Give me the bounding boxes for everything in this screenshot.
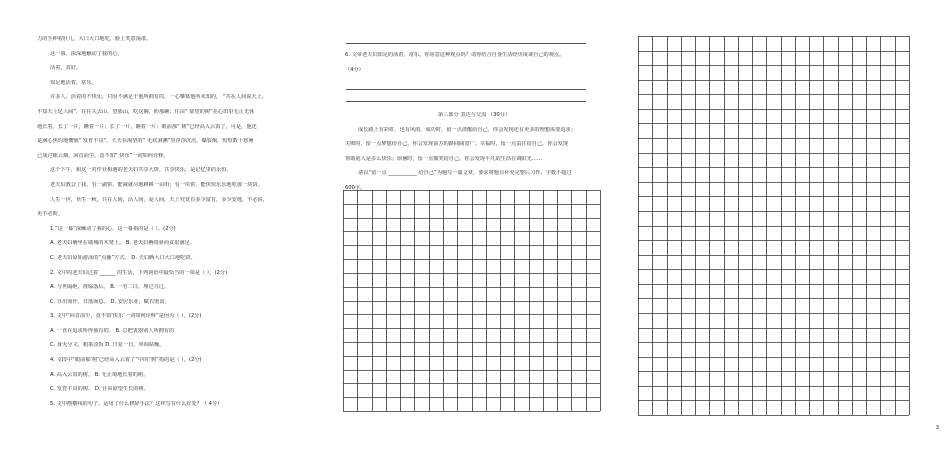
question-1: 1.“这一幕”深触动了我的心，这一幕指的是（ ）。(2分)	[50, 225, 176, 232]
question-5: 5. 文中画横线的句子，运用了什么修辞手法？这样写有什么好处？（ 4分）	[50, 400, 223, 407]
passage-line: 这个下午，和这一对作业相遇的老夫妇共享大饼，共享快乐，是记忆里的永恒。	[50, 167, 232, 174]
page-number: 3	[935, 425, 939, 431]
question-2-options-cd: C. 日出而作，日落而息。 D. 安居乐业，赋衣饱食。	[50, 298, 170, 305]
question-3-options-cd: C. 身无分文，粗茶淡饭 D. 日复一日，单调枯燥。	[50, 342, 165, 349]
passage-line: 是满心焦灼地懊恼“ 发育不良”，天天在渴望的“ 无底洞渊”里浮浮沉沉，爆裂炯，短短数十寒暑	[37, 138, 254, 145]
question-1-options-ab: A. 老夫妇俩坐在墙城的木凳上。 B. 老夫妇俩络驿而食很满足。	[50, 240, 195, 247]
question-6: 6. 文章老夫妇知足的活着，常乐。你同意这种观点吗？请你结合自身生活经历谈谈自己的观点。	[345, 52, 565, 58]
question-2: 2. 文中的老夫妇过着 ______ 的生活，下列词语中最恰当的一项是（ ）。(2分)	[50, 269, 228, 276]
passage-line: 更不必盼。	[37, 211, 63, 218]
passage-line: 活着，真好。	[50, 65, 82, 72]
passage-line: 力的手伸着肝儿，大口大口地吃，脸上笑意荡漾。	[37, 36, 152, 42]
question-4: 4. 文段中“眼前那‘树’已经高入云霄了”中的“树”指的是（ ）。(2分)	[50, 357, 202, 364]
question-6-points: （4分）	[345, 66, 364, 73]
essay-prompt-line: 帮助别人是多么快乐；烦恼时，留一点微笑给自己，你会发现平凡的生活在调阳光……	[345, 155, 543, 162]
passage-line: 地长着，长了一片，瞧着一片；长了一片，瞧着一片；眼前那“ 树”已经高入云霄了，可是，他还	[37, 123, 257, 130]
question-4-options-cd: C. 发育不良的树。 D. 任由欲望生长的树。	[50, 386, 149, 393]
answer-line[interactable]	[346, 43, 586, 44]
question-2-options-ab: A. 与世隔绝，准临落后。 B. 一穷二白，埋过且过。	[50, 284, 170, 291]
question-1-options-cd: C. 老夫妇原始游泳的“点播”方式。 D. 夫妇俩大口大口地吃饼。	[50, 254, 196, 261]
essay-prompt-line: 请以“留一点 ___________ 给自己”为题写一篇文章，要求将题目补充完整后习作，字数不超过	[358, 170, 572, 177]
essay-prompt-line: 失败时，留一点梦想给自己，你会发现前方的路间阔宽广；幸福时，留一点责任给自己，你会发现	[345, 141, 569, 148]
question-column	[345, 52, 603, 81]
writing-section	[345, 112, 603, 200]
question-4-options-ab: A. 高入云霄的树。 B. 无止境地长着的树。	[50, 371, 149, 378]
passage-line: 人生一世，草生一秋，共在人间，活人间，爱人间，天上究竟有多少富有，多少安逸，不必说，	[50, 196, 268, 203]
passage-line: 这一幕，深深地触动了我的心。	[50, 50, 123, 57]
passage-line: 已成过眼云烟，回首前尘，竟不知“ 快乐”一词如何诠释。	[37, 152, 169, 159]
question-3-options-ab: A. 一直在追求所得那有的。 B. 总把衷器别人所拥有的	[50, 327, 175, 334]
answer-line[interactable]	[346, 101, 586, 102]
answer-line[interactable]	[346, 89, 586, 90]
passage-line: 知足地活着，常乐。	[50, 79, 97, 86]
essay-prompt-line: 成长路上有彩虹，也有风雨，成功时，留一点清醒给自己，你会发现还有更多的理想需要追求；	[358, 126, 576, 133]
essay-prompt-line: 600字。	[345, 184, 366, 191]
composition-grid[interactable]	[638, 36, 910, 416]
passage-line: 老夫妇教会了我，有一副饼，能减就尽地耕耕一亩田；有一块饼，能快快乐乐地吃那一块饼。	[50, 181, 263, 188]
section-title: 第三部分 表达与交流 （30分）	[437, 112, 511, 118]
passage-line: 不知天上忆人间”，往往失去山，望那山，吃这碗，盼那碗；任由“ 欲望的树”在心田里无止无休	[37, 108, 255, 115]
composition-grid[interactable]	[343, 190, 601, 412]
passage-line: 许多人，活着的不快乐，只因不满足于他所拥有的，一心攀慕他所未知的， “共在人间说天上，	[50, 94, 268, 101]
question-3: 3. 文中“回首前尘，竟不知‘快乐’一词如何诠释”是因为（ ）。(2分)	[50, 313, 202, 320]
reading-passage-column	[37, 36, 327, 415]
